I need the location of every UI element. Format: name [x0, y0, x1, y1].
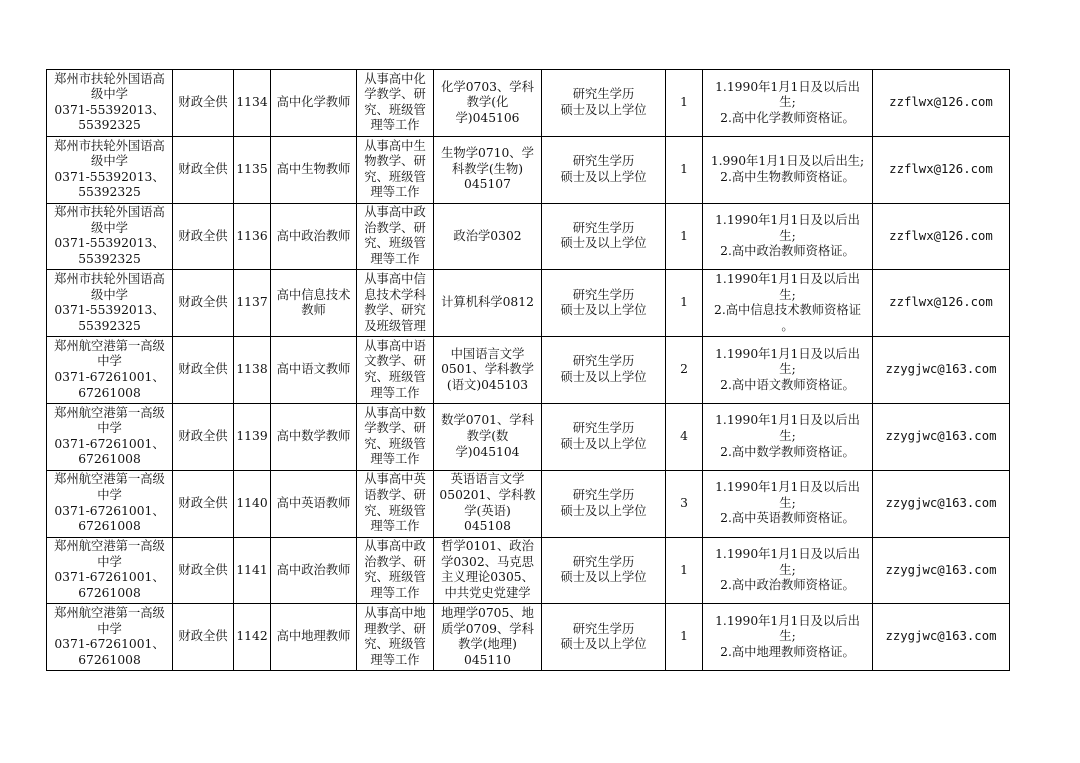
employer-line: 0371-67261001、	[54, 370, 165, 385]
major-line: 教学(数	[466, 429, 509, 444]
funding-cell: 财政全供	[173, 70, 234, 137]
requirement-line: 1.1990年1月1日及以后出	[715, 346, 860, 361]
position-name-cell: 高中政治教师	[271, 537, 357, 604]
table-body	[47, 70, 1010, 671]
requirement-line: 2.高中政治教师资格证。	[720, 578, 855, 593]
table-row	[47, 70, 1010, 137]
degree-line: 硕士及以上学位	[560, 436, 647, 451]
requirement-cell	[703, 537, 873, 604]
duty-line: 教学、研究	[364, 303, 426, 318]
table-row	[47, 537, 1010, 604]
email-cell: zzygjwc@163.com	[873, 337, 1010, 404]
duty-line: 究、班级管	[364, 503, 426, 518]
employer-line: 郑州市扶轮外国语高	[54, 272, 165, 287]
degree-cell	[542, 403, 666, 470]
position-name-cell: 高中地理教师	[271, 604, 357, 671]
requirement-line: 1.1990年1月1日及以后出	[715, 547, 860, 562]
position-code-cell: 1134	[234, 70, 271, 137]
recruitment-table	[46, 69, 1010, 671]
duty-line: 究、班级管	[364, 436, 426, 451]
requirement-line: 生;	[779, 562, 796, 577]
headcount-cell: 3	[666, 470, 703, 537]
degree-cell	[542, 604, 666, 671]
duty-line: 究、班级管	[364, 236, 426, 251]
employer-line: 55392325	[78, 252, 141, 267]
employer-line: 郑州航空港第一高级	[54, 472, 165, 487]
employer-line: 67261008	[78, 586, 141, 601]
requirement-line: 生;	[779, 228, 796, 243]
funding-cell: 财政全供	[173, 403, 234, 470]
funding-cell: 财政全供	[173, 470, 234, 537]
degree-line: 研究生学历	[572, 488, 635, 503]
employer-line: 郑州航空港第一高级	[54, 405, 165, 420]
position-code-cell: 1141	[234, 537, 271, 604]
duty-line: 从事高中信	[364, 272, 426, 287]
requirement-line: 2.高中英语教师资格证。	[720, 511, 855, 526]
duty-cell	[357, 136, 434, 203]
major-line: 计算机科学0812	[441, 295, 534, 310]
degree-line: 硕士及以上学位	[560, 503, 647, 518]
major-line: 质学0709、学科	[441, 621, 534, 636]
employer-line: 0371-67261001、	[54, 436, 165, 451]
duty-cell	[357, 537, 434, 604]
employer-cell	[47, 403, 173, 470]
duty-line: 理等工作	[370, 185, 420, 200]
major-line: 英语语言文学	[450, 472, 525, 487]
duty-line: 究、班级管	[364, 370, 426, 385]
duty-line: 从事高中政	[364, 205, 426, 220]
position-code-cell: 1135	[234, 136, 271, 203]
major-line: 地理学0705、地	[441, 606, 534, 621]
requirement-line: 生;	[779, 362, 796, 377]
headcount-cell: 1	[666, 537, 703, 604]
major-line: 045110	[464, 652, 511, 667]
duty-line: 理等工作	[370, 652, 420, 667]
duty-line: 理等工作	[370, 519, 420, 534]
employer-line: 55392325	[78, 318, 141, 333]
major-cell	[434, 70, 542, 137]
employer-line: 0371-67261001、	[54, 637, 165, 652]
degree-line: 研究生学历	[572, 154, 635, 169]
major-line: 0501、学科教学	[441, 362, 534, 377]
headcount-cell: 2	[666, 337, 703, 404]
email-cell: zzflwx@126.com	[873, 203, 1010, 270]
employer-cell	[47, 470, 173, 537]
major-line: 中国语言文学	[450, 346, 525, 361]
employer-line: 郑州航空港第一高级	[54, 539, 165, 554]
employer-line: 级中学	[91, 87, 128, 102]
duty-cell	[357, 270, 434, 337]
major-cell	[434, 537, 542, 604]
major-cell	[434, 604, 542, 671]
major-cell	[434, 403, 542, 470]
table-row	[47, 403, 1010, 470]
employer-line: 中学	[97, 488, 122, 503]
major-line: 045107	[464, 177, 511, 192]
employer-line: 郑州市扶轮外国语高	[54, 71, 165, 86]
requirement-line: 1.1990年1月1日及以后出	[715, 213, 860, 228]
degree-line: 硕士及以上学位	[560, 370, 647, 385]
duty-line: 理等工作	[370, 252, 420, 267]
major-line: 学)045104	[455, 444, 520, 459]
funding-cell: 财政全供	[173, 604, 234, 671]
major-cell	[434, 337, 542, 404]
employer-line: 67261008	[78, 452, 141, 467]
duty-line: 从事高中地	[364, 606, 426, 621]
table-row	[47, 136, 1010, 203]
employer-line: 中学	[97, 554, 122, 569]
funding-cell: 财政全供	[173, 136, 234, 203]
employer-cell	[47, 203, 173, 270]
degree-line: 研究生学历	[572, 554, 635, 569]
duty-line: 理等工作	[370, 385, 420, 400]
funding-cell: 财政全供	[173, 270, 234, 337]
employer-line: 郑州市扶轮外国语高	[54, 138, 165, 153]
duty-line: 理等工作	[370, 586, 420, 601]
duty-line: 学教学、研	[364, 421, 426, 436]
employer-line: 中学	[97, 621, 122, 636]
requirement-line: 2.高中政治教师资格证。	[720, 244, 855, 259]
degree-line: 硕士及以上学位	[560, 102, 647, 117]
degree-line: 硕士及以上学位	[560, 637, 647, 652]
duty-line: 从事高中生	[364, 138, 426, 153]
degree-line: 研究生学历	[572, 421, 635, 436]
major-line: 哲学0101、政治	[441, 539, 534, 554]
requirement-line: 2.高中化学教师资格证。	[720, 110, 855, 125]
major-line: 生物学0710、学	[441, 146, 534, 161]
funding-cell: 财政全供	[173, 203, 234, 270]
employer-cell	[47, 136, 173, 203]
degree-line: 研究生学历	[572, 621, 635, 636]
table-row	[47, 203, 1010, 270]
requirement-line: 。	[781, 318, 794, 333]
position-code-cell: 1137	[234, 270, 271, 337]
major-line: 主义理论0305、	[441, 570, 534, 585]
employer-line: 级中学	[91, 154, 128, 169]
requirement-cell	[703, 70, 873, 137]
employer-line: 67261008	[78, 385, 141, 400]
email-cell: zzflwx@126.com	[873, 270, 1010, 337]
duty-line: 究、班级管	[364, 169, 426, 184]
employer-line: 郑州航空港第一高级	[54, 606, 165, 621]
duty-line: 究、班级管	[364, 102, 426, 117]
major-line: 中共党史党建学	[444, 586, 531, 601]
position-name-cell: 高中政治教师	[271, 203, 357, 270]
employer-line: 级中学	[91, 220, 128, 235]
duty-line: 从事高中政	[364, 539, 426, 554]
employer-line: 67261008	[78, 652, 141, 667]
duty-line: 学教学、研	[364, 87, 426, 102]
duty-line: 文教学、研	[364, 354, 426, 369]
headcount-cell: 1	[666, 270, 703, 337]
employer-line: 郑州航空港第一高级	[54, 338, 165, 353]
email-cell: zzflwx@126.com	[873, 70, 1010, 137]
major-line: 学)045106	[455, 110, 520, 125]
funding-cell: 财政全供	[173, 337, 234, 404]
duty-line: 治教学、研	[364, 220, 426, 235]
duty-line: 及班级管理	[364, 318, 426, 333]
headcount-cell: 1	[666, 604, 703, 671]
major-cell	[434, 136, 542, 203]
position-code-cell: 1136	[234, 203, 271, 270]
major-line: 教学(地理)	[458, 637, 517, 652]
duty-line: 理等工作	[370, 118, 420, 133]
degree-line: 硕士及以上学位	[560, 570, 647, 585]
duty-line: 理教学、研	[364, 621, 426, 636]
degree-cell	[542, 270, 666, 337]
headcount-cell: 1	[666, 203, 703, 270]
degree-line: 硕士及以上学位	[560, 236, 647, 251]
requirement-line: 2.高中信息技术教师资格证	[714, 303, 861, 318]
requirement-line: 生;	[779, 95, 796, 110]
position-name-cell: 高中英语教师	[271, 470, 357, 537]
duty-line: 从事高中语	[364, 338, 426, 353]
requirement-cell	[703, 136, 873, 203]
degree-line: 研究生学历	[572, 87, 635, 102]
duty-line: 理等工作	[370, 452, 420, 467]
requirement-line: 1.1990年1月1日及以后出	[715, 272, 860, 287]
position-code-cell: 1142	[234, 604, 271, 671]
requirement-line: 生;	[779, 629, 796, 644]
duty-line: 治教学、研	[364, 554, 426, 569]
requirement-line: 1.1990年1月1日及以后出	[715, 79, 860, 94]
employer-line: 55392325	[78, 185, 141, 200]
employer-line: 67261008	[78, 519, 141, 534]
employer-line: 55392325	[78, 118, 141, 133]
requirement-line: 2.高中语文教师资格证。	[720, 377, 855, 392]
email-cell: zzygjwc@163.com	[873, 403, 1010, 470]
position-name-cell: 高中化学教师	[271, 70, 357, 137]
requirement-cell	[703, 270, 873, 337]
requirement-line: 生;	[779, 495, 796, 510]
position-code-cell: 1140	[234, 470, 271, 537]
major-cell	[434, 470, 542, 537]
requirement-cell	[703, 470, 873, 537]
headcount-cell: 1	[666, 136, 703, 203]
table-row	[47, 604, 1010, 671]
major-line: 学(英语)	[464, 503, 511, 518]
duty-line: 物教学、研	[364, 154, 426, 169]
degree-line: 硕士及以上学位	[560, 169, 647, 184]
email-cell: zzygjwc@163.com	[873, 470, 1010, 537]
email-cell: zzygjwc@163.com	[873, 537, 1010, 604]
degree-cell	[542, 70, 666, 137]
major-line: 045108	[464, 519, 511, 534]
position-code-cell: 1138	[234, 337, 271, 404]
employer-line: 0371-67261001、	[54, 503, 165, 518]
degree-cell	[542, 136, 666, 203]
email-cell: zzygjwc@163.com	[873, 604, 1010, 671]
requirement-cell	[703, 203, 873, 270]
table-row	[47, 270, 1010, 337]
requirement-cell	[703, 604, 873, 671]
position-name-cell: 高中信息技术教师	[271, 270, 357, 337]
requirement-line: 1.1990年1月1日及以后出	[715, 413, 860, 428]
degree-line: 研究生学历	[572, 287, 635, 302]
employer-cell	[47, 70, 173, 137]
employer-line: 郑州市扶轮外国语高	[54, 205, 165, 220]
employer-cell	[47, 537, 173, 604]
duty-line: 从事高中数	[364, 405, 426, 420]
degree-line: 硕士及以上学位	[560, 303, 647, 318]
headcount-cell: 1	[666, 70, 703, 137]
employer-line: 0371-55392013、	[54, 169, 165, 184]
position-name-cell: 高中语文教师	[271, 337, 357, 404]
major-line: 教学(化	[466, 95, 509, 110]
requirement-line: 1.1990年1月1日及以后出	[715, 480, 860, 495]
major-cell	[434, 270, 542, 337]
funding-cell: 财政全供	[173, 537, 234, 604]
duty-line: 息技术学科	[364, 287, 426, 302]
position-code-cell: 1139	[234, 403, 271, 470]
employer-line: 0371-55392013、	[54, 303, 165, 318]
major-line: 数学0701、学科	[441, 413, 534, 428]
employer-line: 中学	[97, 421, 122, 436]
duty-line: 从事高中化	[364, 71, 426, 86]
requirement-cell	[703, 403, 873, 470]
duty-cell	[357, 604, 434, 671]
degree-cell	[542, 337, 666, 404]
duty-line: 究、班级管	[364, 637, 426, 652]
requirement-line: 2.高中地理教师资格证。	[720, 645, 855, 660]
major-line: 科教学(生物)	[451, 161, 524, 176]
major-line: (语文)045103	[446, 377, 529, 392]
duty-line: 语教学、研	[364, 488, 426, 503]
position-name-cell: 高中生物教师	[271, 136, 357, 203]
major-line: 050201、学科教	[439, 488, 536, 503]
requirement-line: 1.990年1月1日及以后出生;	[710, 154, 865, 169]
duty-cell	[357, 403, 434, 470]
degree-cell	[542, 203, 666, 270]
requirement-line: 生;	[779, 287, 796, 302]
degree-line: 研究生学历	[572, 220, 635, 235]
major-line: 化学0703、学科	[441, 79, 534, 94]
requirement-line: 2.高中数学教师资格证。	[720, 444, 855, 459]
position-name-cell: 高中数学教师	[271, 403, 357, 470]
table-row	[47, 470, 1010, 537]
headcount-cell: 4	[666, 403, 703, 470]
employer-line: 中学	[97, 354, 122, 369]
email-cell: zzflwx@126.com	[873, 136, 1010, 203]
degree-cell	[542, 537, 666, 604]
requirement-cell	[703, 337, 873, 404]
degree-cell	[542, 470, 666, 537]
employer-line: 0371-55392013、	[54, 236, 165, 251]
duty-cell	[357, 470, 434, 537]
employer-line: 0371-67261001、	[54, 570, 165, 585]
requirement-line: 1.1990年1月1日及以后出	[715, 613, 860, 628]
duty-line: 从事高中英	[364, 472, 426, 487]
major-line: 学0302、马克思	[441, 554, 534, 569]
employer-line: 级中学	[91, 287, 128, 302]
duty-line: 究、班级管	[364, 570, 426, 585]
duty-cell	[357, 70, 434, 137]
requirement-line: 生;	[779, 429, 796, 444]
employer-cell	[47, 337, 173, 404]
employer-line: 0371-55392013、	[54, 102, 165, 117]
degree-line: 研究生学历	[572, 354, 635, 369]
employer-cell	[47, 270, 173, 337]
employer-cell	[47, 604, 173, 671]
duty-cell	[357, 337, 434, 404]
major-line: 政治学0302	[453, 228, 522, 243]
duty-cell	[357, 203, 434, 270]
major-cell	[434, 203, 542, 270]
table-row	[47, 337, 1010, 404]
requirement-line: 2.高中生物教师资格证。	[720, 169, 855, 184]
